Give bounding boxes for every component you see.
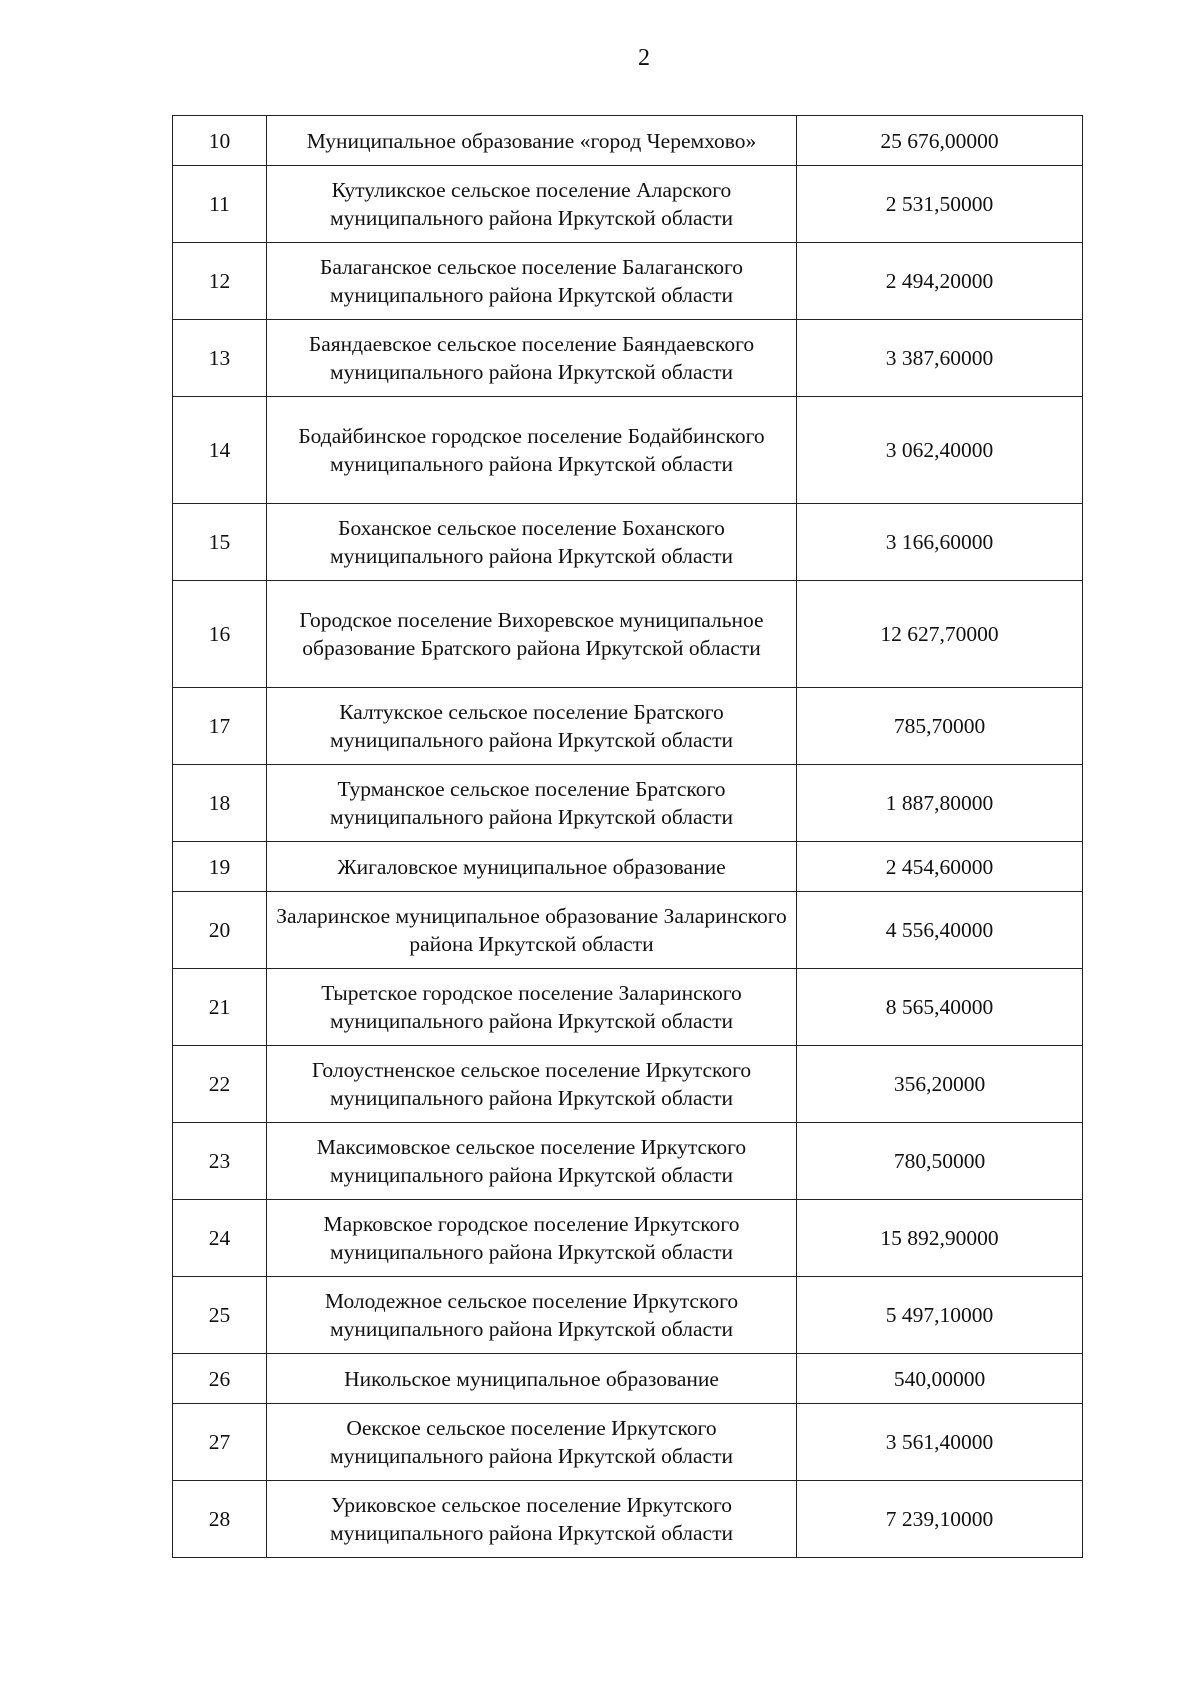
amount: 8 565,40000 [797,969,1083,1046]
municipality-name: Никольское муниципальное образование [267,1354,797,1404]
amount: 4 556,40000 [797,892,1083,969]
row-number: 15 [173,504,267,581]
amount: 15 892,90000 [797,1200,1083,1277]
municipality-name: Марковское городское поселение Иркутского муниципального района Иркутской области [267,1200,797,1277]
table-row [173,581,1083,688]
row-number: 16 [173,581,267,688]
amount: 5 497,10000 [797,1277,1083,1354]
row-number: 10 [173,116,267,166]
row-number: 26 [173,1354,267,1404]
amount: 3 166,60000 [797,504,1083,581]
table-row [173,243,1083,320]
page-number: 2 [638,45,650,71]
row-number: 17 [173,688,267,765]
table-row [173,842,1083,892]
municipality-name: Заларинское муниципальное образование Заларинского района Иркутской области [267,892,797,969]
table-row [173,892,1083,969]
table-row [173,397,1083,504]
amount: 3 561,40000 [797,1404,1083,1481]
table-row [173,1277,1083,1354]
amount: 3 062,40000 [797,397,1083,504]
amount: 356,20000 [797,1046,1083,1123]
row-number: 21 [173,969,267,1046]
table-row [173,504,1083,581]
amount: 1 887,80000 [797,765,1083,842]
allocation-table [172,115,1083,1558]
table-row [173,166,1083,243]
table-row [173,1123,1083,1200]
municipality-name: Калтукское сельское поселение Братского муниципального района Иркутской области [267,688,797,765]
table-row [173,688,1083,765]
row-number: 24 [173,1200,267,1277]
row-number: 27 [173,1404,267,1481]
row-number: 22 [173,1046,267,1123]
municipality-name: Боханское сельское поселение Боханского муниципального района Иркутской области [267,504,797,581]
table-row [173,765,1083,842]
municipality-name: Максимовское сельское поселение Иркутского муниципального района Иркутской области [267,1123,797,1200]
municipality-name: Турманское сельское поселение Братского муниципального района Иркутской области [267,765,797,842]
municipality-name: Балаганское сельское поселение Балаганского муниципального района Иркутской области [267,243,797,320]
municipality-name: Уриковское сельское поселение Иркутского муниципального района Иркутской области [267,1481,797,1558]
municipality-name: Бодайбинское городское поселение Бодайбинского муниципального района Иркутской области [267,397,797,504]
table-row [173,969,1083,1046]
municipality-name: Кутуликское сельское поселение Аларского муниципального района Иркутской области [267,166,797,243]
row-number: 14 [173,397,267,504]
table-row [173,1046,1083,1123]
amount: 540,00000 [797,1354,1083,1404]
municipality-name: Оекское сельское поселение Иркутского муниципального района Иркутской области [267,1404,797,1481]
row-number: 19 [173,842,267,892]
row-number: 20 [173,892,267,969]
amount: 2 494,20000 [797,243,1083,320]
row-number: 13 [173,320,267,397]
municipality-name: Голоустненское сельское поселение Иркутского муниципального района Иркутской области [267,1046,797,1123]
municipality-name: Молодежное сельское поселение Иркутского муниципального района Иркутской области [267,1277,797,1354]
amount: 785,70000 [797,688,1083,765]
municipality-name: Баяндаевское сельское поселение Баяндаевского муниципального района Иркутской области [267,320,797,397]
municipality-name: Муниципальное образование «город Черемхово» [267,116,797,166]
table-row [173,1404,1083,1481]
municipality-name: Городское поселение Вихоревское муниципальное образование Братского района Иркутской области [267,581,797,688]
amount: 2 454,60000 [797,842,1083,892]
amount: 3 387,60000 [797,320,1083,397]
row-number: 11 [173,166,267,243]
amount: 12 627,70000 [797,581,1083,688]
table-row [173,116,1083,166]
table-row [173,1354,1083,1404]
amount: 7 239,10000 [797,1481,1083,1558]
row-number: 28 [173,1481,267,1558]
row-number: 12 [173,243,267,320]
municipality-name: Тыретское городское поселение Заларинского муниципального района Иркутской области [267,969,797,1046]
row-number: 23 [173,1123,267,1200]
table-row [173,320,1083,397]
municipality-name: Жигаловское муниципальное образование [267,842,797,892]
row-number: 25 [173,1277,267,1354]
amount: 780,50000 [797,1123,1083,1200]
amount: 25 676,00000 [797,116,1083,166]
table-row [173,1481,1083,1558]
amount: 2 531,50000 [797,166,1083,243]
row-number: 18 [173,765,267,842]
table-row [173,1200,1083,1277]
